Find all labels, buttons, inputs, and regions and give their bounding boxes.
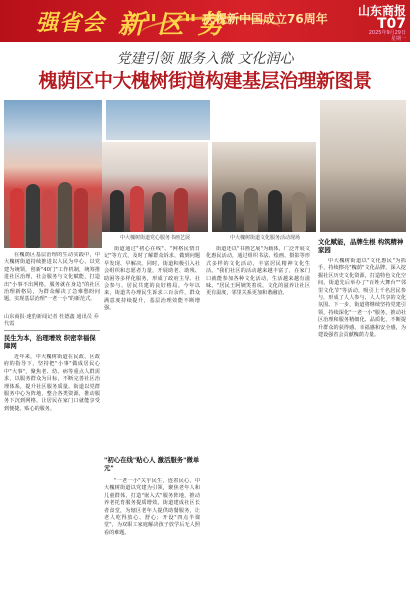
column-2-body-cont: "一老一小"关乎民生，连着民心。中大槐树街道以党建为引领，聚焦老年人和儿童群体，打造"嵌入式"服务阵地，推动养老托育服务提质增效。街道建成社区长者食堂，为辖区老年人提供助餐服务，让老人吃得放心、舒心；开设"四点半课堂"，为双职工家庭解决孩子放学后无人照看的难题。 bbox=[104, 478, 200, 536]
section-heading-3: 文化赋能，品牌生根 构筑精神家园 bbox=[318, 238, 404, 254]
section-heading-1: 民生为本，治理增效 织密幸福保障网 bbox=[4, 334, 96, 350]
article-photo-exhibition bbox=[102, 142, 208, 232]
article-headline: 槐荫区中大槐树街道构建基层治理新图景 bbox=[38, 70, 372, 92]
photo-caption-1: 中大槐树街道党心服务书画艺展 bbox=[119, 235, 190, 241]
section-heading-2: "初心在线"贴心人 激活服务"微单元" bbox=[104, 456, 200, 472]
article-kicker: 党建引领 服务入微 文化润心 bbox=[116, 51, 294, 67]
column-3-body: 街道还以"书画艺展"为载体，广泛开展文化惠民活动，通过组织书法、绘画、摄影等形式多样的文化活动，丰富居民精神文化生活。"我们社区的活动越来越丰富了，在家门口就能参加各种文化活动，生活越来越有滋味。"居民王阿姨笑着说。文化的滋养让社区更有温度，邻里关系更加和谐融洽。 bbox=[206, 246, 310, 297]
slogan-strong-capital: 强省会 bbox=[36, 10, 106, 36]
issue-date: 2025年9月29日 bbox=[368, 30, 406, 36]
lead-paragraph: 在槐荫区基层治理的生动实践中，中大槐树街道持续推进以人民为中心，以党建为统领，创新"40门"工作机制，统筹推进社区治理，社会服务与文化赋能，打造出"小事不出网格，服务就在身边"的社区治理新格局，为群众解决了急难愁盼问题，实现基层治理"一老一小"的新范式。 bbox=[4, 252, 100, 303]
masthead bbox=[0, 0, 410, 42]
photo-caption-2: 中大槐树街道文化服务活动现场 bbox=[229, 235, 300, 241]
issue-info bbox=[369, 30, 406, 42]
photo-people bbox=[4, 167, 102, 248]
column-2-body: 街道通过"初心在线"、"网格民情日记"等方式，及时了解群众诉求，做到问题早发现、早解决。同时，街道积极引入社会组织和志愿者力量，开展助老、助残、助困等多样化服务，形成了政府主导、社会参与、居民共建的良好格局。今年以来，街道共办理民生诉求三百余件，群众满意度持续提升，基层治理效能不断增强。 bbox=[104, 246, 200, 312]
column-4-body: 中大槐树街道以"文化惠民"为抓手，持续擦亮"槐荫"文化品牌，深入挖掘社区历史文化资源，打造特色文化空间。街道先后举办了"百姓大舞台""邻里文化节"等活动，吸引上千名居民参与，形成了人人参与、人人共享的文化氛围。下一步，街道将继续坚持党建引领，持续深化"一老一小"服务，推动社区治理和服务精细化、品质化，不断提升群众的获得感、幸福感和安全感，为建设强省会贡献槐荫力量。 bbox=[318, 258, 406, 339]
byline: 山东商报·速豹新闻记者 杜德鑫 通讯员 乔代霞 bbox=[4, 314, 99, 327]
article-photo-right bbox=[320, 100, 406, 232]
article-photo-activity bbox=[212, 142, 316, 232]
column-1-body: 近年来，中大槐树街道在民政、区政府的指导下，坚持把"小事"做成居民心中"大事"，聚焦老、幼、病等重点人群需求，以服务群众为目标，不断完善社区治理体系，提升社区服务质量。街道以党群服务中心为阵地，整合各类资源，推动服务下沉到网格，让居民在家门口就能享受到便捷、贴心的服务。 bbox=[4, 354, 100, 412]
newspaper-name: 山东商报 bbox=[357, 4, 406, 18]
slogan-new-district: 新"区"势 bbox=[118, 10, 224, 40]
article-photo-group bbox=[4, 100, 102, 248]
anniversary-subtitle: 庆祝新中国成立76周年 bbox=[203, 12, 328, 26]
page-number: T07 bbox=[376, 16, 406, 32]
issue-weekday: 星期一 bbox=[390, 36, 406, 42]
article-photo-audience bbox=[106, 100, 210, 140]
section-divider bbox=[4, 330, 100, 331]
